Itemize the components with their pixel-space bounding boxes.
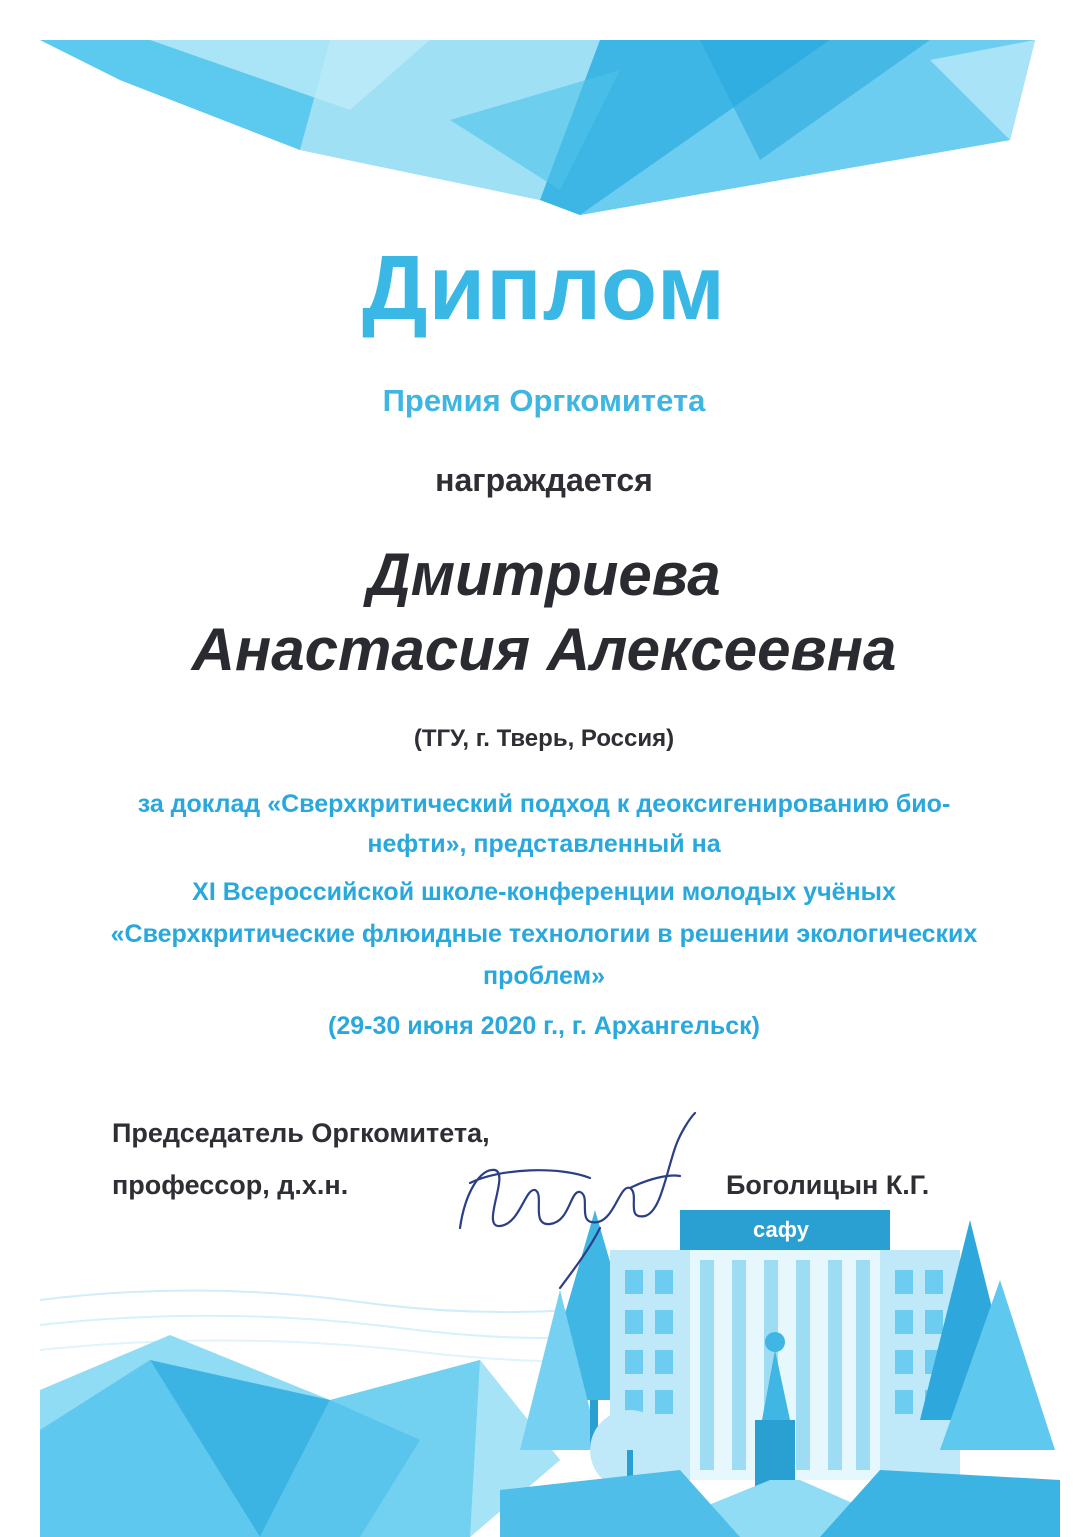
- signatory-name: Боголицын К.Г.: [726, 1170, 930, 1200]
- recipient-surname: Дмитриева: [367, 541, 721, 608]
- recipient-given-names: Анастасия Алексеевна: [191, 616, 897, 683]
- body-line: нефти», представленный на: [367, 830, 721, 858]
- polygon-banner-top-icon: [0, 0, 1088, 230]
- recipient-affiliation: (ТГУ, г. Тверь, Россия): [413, 725, 675, 752]
- diploma-title: Диплом: [362, 237, 726, 339]
- award-name: Премия Оргкомитета: [382, 383, 706, 418]
- body-line: «Сверхкритические флюидные технологии в решении экологических: [110, 920, 978, 948]
- signatory-position: Председатель Оргкомитета,: [112, 1118, 490, 1148]
- event-dates: (29-30 июня 2020 г., г. Архангельск): [328, 1012, 760, 1040]
- body-line: за доклад «Сверхкритический подход к деоксигенированию био-: [137, 790, 951, 818]
- signatory-degree: профессор, д.х.н.: [112, 1170, 349, 1200]
- awarded-verb: награждается: [435, 462, 653, 498]
- body-line: XI Всероссийской школе-конференции молодых учёных: [192, 878, 896, 906]
- building-sign: сафу: [753, 1217, 809, 1242]
- body-line: проблем»: [483, 962, 605, 990]
